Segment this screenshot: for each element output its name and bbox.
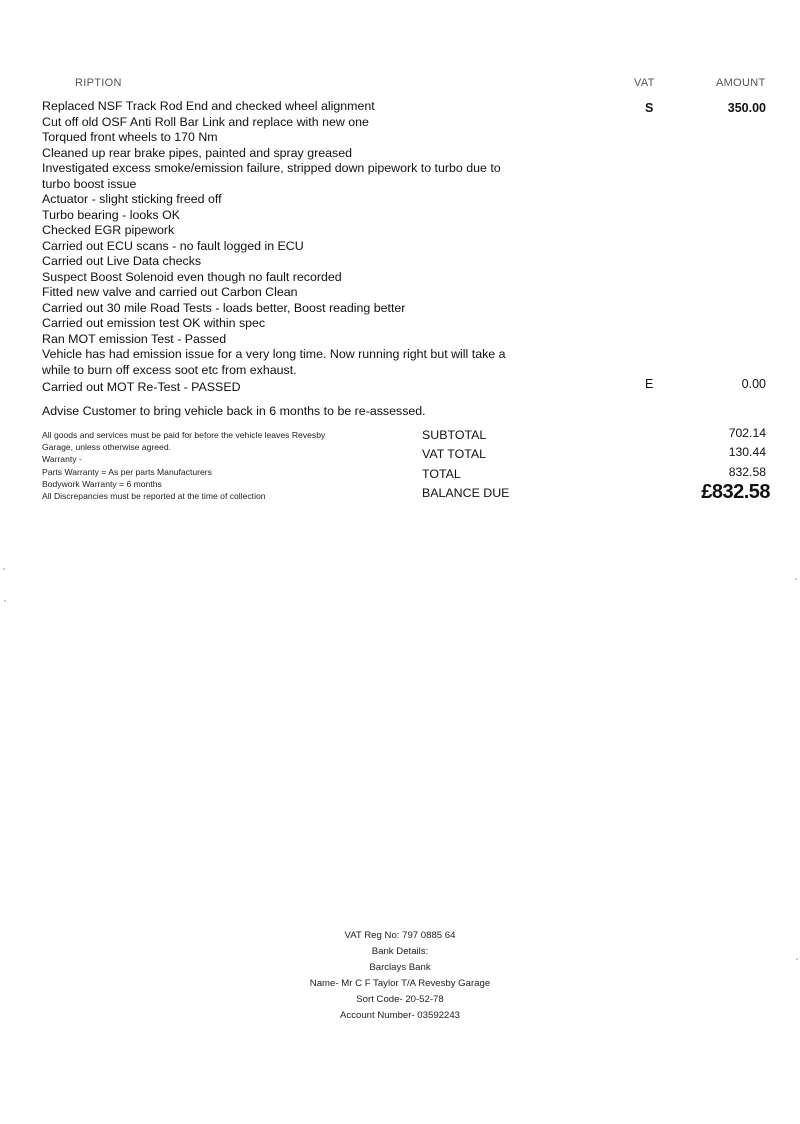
item2-description: Carried out MOT Re-Test - PASSED bbox=[42, 380, 241, 394]
customer-advice: Advise Customer to bring vehicle back in 6 months to be re-assessed. bbox=[42, 404, 426, 418]
work-line: Replaced NSF Track Rod End and checked wheel alignment bbox=[42, 99, 375, 113]
work-line: Cleaned up rear brake pipes, painted and spray greased bbox=[42, 145, 352, 160]
balance-due-value: £832.58 bbox=[701, 481, 770, 503]
scan-speck bbox=[3, 568, 5, 570]
subtotal-label: SUBTOTAL bbox=[422, 428, 487, 442]
work-description-list bbox=[42, 99, 562, 378]
terms-and-warranty bbox=[42, 429, 402, 502]
work-line: Investigated excess smoke/emission failure, stripped down pipework to turbo due to bbox=[42, 161, 501, 175]
work-line: Vehicle has had emission issue for a very long time. Now running right but will take a bbox=[42, 347, 506, 361]
bank-name: Barclays Bank bbox=[369, 962, 431, 973]
sort-code: Sort Code- 20-52-78 bbox=[356, 994, 444, 1005]
work-line: Torqued front wheels to 170 Nm bbox=[42, 130, 218, 144]
item2-amount: 0.00 bbox=[741, 377, 766, 391]
item1-vat-code: S bbox=[645, 101, 654, 115]
terms-line: All goods and services must be paid for before the vehicle leaves Revesby bbox=[42, 430, 326, 440]
scan-speck bbox=[795, 578, 797, 580]
work-line: Carried out 30 mile Road Tests - loads better, Boost reading better bbox=[42, 300, 406, 315]
totals-labels bbox=[422, 426, 509, 503]
work-line: Cut off old OSF Anti Roll Bar Link and replace with new one bbox=[42, 114, 369, 129]
work-line: Actuator - slight sticking freed off bbox=[42, 192, 222, 206]
work-line: turbo boost issue bbox=[42, 176, 137, 191]
total-label: TOTAL bbox=[422, 466, 461, 481]
work-line: Suspect Boost Solenoid even though no fault recorded bbox=[42, 269, 342, 284]
work-line: while to burn off excess soot etc from exhaust. bbox=[42, 362, 297, 377]
work-line: Turbo bearing - looks OK bbox=[42, 207, 180, 222]
subtotal-value: 702.14 bbox=[728, 426, 766, 440]
work-line: Ran MOT emission Test - Passed bbox=[42, 331, 227, 346]
work-line: Checked EGR pipework bbox=[42, 223, 175, 237]
scan-speck bbox=[4, 600, 6, 602]
item1-amount: 350.00 bbox=[727, 101, 766, 115]
terms-line: Parts Warranty = As per parts Manufacturers bbox=[42, 466, 212, 477]
vat-column-header: VAT bbox=[634, 77, 655, 89]
scan-speck bbox=[796, 958, 798, 960]
amount-column-header: AMOUNT bbox=[716, 77, 766, 89]
vat-total-label: VAT TOTAL bbox=[422, 447, 487, 462]
bank-details-heading: Bank Details: bbox=[371, 946, 429, 957]
total-value: 832.58 bbox=[728, 464, 766, 479]
work-line: Carried out Live Data checks bbox=[42, 254, 202, 268]
balance-due-label: BALANCE DUE bbox=[422, 485, 510, 500]
terms-line: All Discrepancies must be reported at the time of collection bbox=[42, 491, 266, 502]
vat-total-value: 130.44 bbox=[728, 445, 766, 460]
work-line: Carried out ECU scans - no fault logged in ECU bbox=[42, 238, 304, 253]
terms-line: Bodywork Warranty = 6 months bbox=[42, 478, 162, 489]
work-line: Fitted new valve and carried out Carbon Clean bbox=[42, 285, 298, 299]
terms-line: Garage, unless otherwise agreed. bbox=[42, 442, 171, 453]
payment-footer bbox=[200, 928, 600, 1024]
terms-line: Warranty - bbox=[42, 454, 82, 465]
totals-values bbox=[729, 424, 766, 482]
account-number: Account Number- 03592243 bbox=[340, 1010, 460, 1021]
work-line: Carried out emission test OK within spec bbox=[42, 316, 266, 330]
account-holder-name: Name- Mr C F Taylor T/A Revesby Garage bbox=[309, 978, 491, 989]
description-column-header: RIPTION bbox=[75, 77, 122, 89]
vat-reg-number: VAT Reg No: 797 0885 64 bbox=[344, 930, 456, 941]
item2-vat-code: E bbox=[645, 377, 654, 391]
